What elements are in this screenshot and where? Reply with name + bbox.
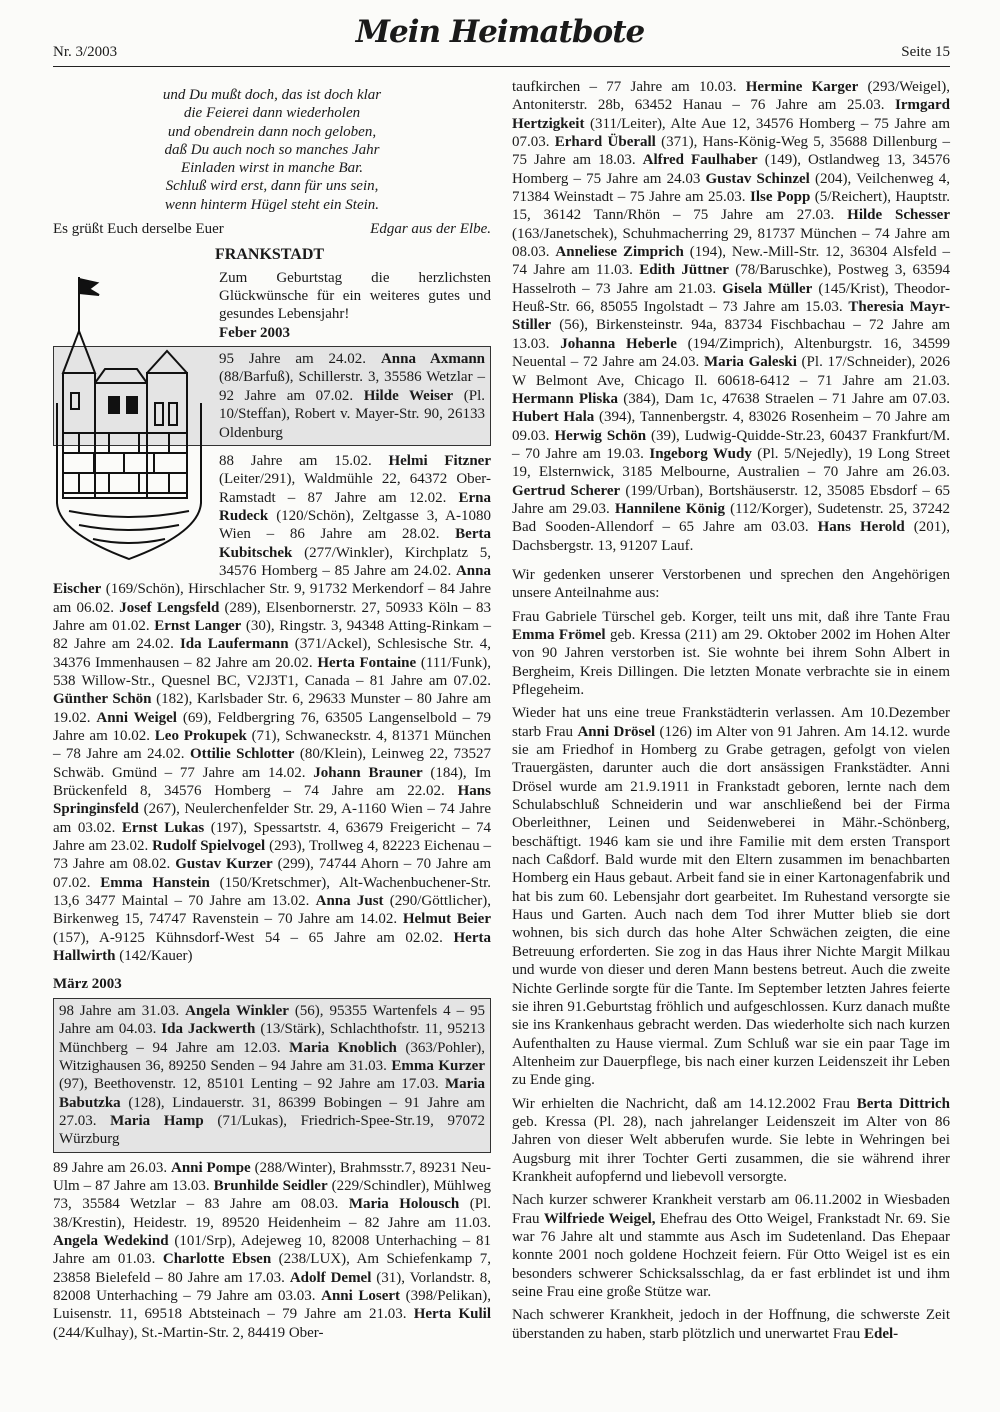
poem-line: die Feierei dann wiederholen: [183, 105, 361, 122]
person-name: Rudolf Spielvogel: [152, 838, 266, 855]
masthead-title: Mein Heimatbote: [355, 14, 645, 50]
month-mar-label: März 2003: [53, 976, 122, 993]
person-name: Anni Drösel: [577, 723, 656, 740]
signature: Edgar aus der Elbe.: [370, 221, 491, 238]
person-name: Ottilie Schlotter: [189, 746, 295, 763]
header-rule: [53, 66, 950, 67]
birthday-list-feb: 88 Jahre am 15.02. Helmi Fitzner (Leiter/291), Waldmühle 22, 64372 Ober-Ramstadt – 87 Jahre am 12.02. Erna Rudeck (120/Schön), Zeltgasse 3, A-1080 Wien – 86 Jahre am 28.02. Berta Kubitschek (277/Winkler), Kirchplatz 5, 34576 Homberg – 85 Jahre am 24.02. Anna Eischer (169/Schön), Hirschlacher Str. 9, 91732 Merkendorf – 84 Jahre am 06.02. Josef Lengsfeld (289), Elsenbornerstr. 27, 50933 Köln – 83 Jahre am 01.02. Ernst Langer (30), Ringstr. 3, 94348 Atting-Rinkam – 82 Jahre am 24.02. Ida Laufermann (371/Ackel), Schlesische Str. 4, 34376 Immenhausen – 82 Jahre am 20.02. Herta Fontaine (111/Funk), 538 Willow-Str., Quesnel BC, V2J3T1, Canada – 81 Jahre am 07.02. Günther Schön (182), Karlsbader Str. 6, 29633 Munster – 80 Jahre am 19.02. Anni Weigel (69), Feldbergring 76, 63505 Langenselbold – 79 Jahre am 10.02. Leo Prokupek (71), Schwaneckstr. 4, 81371 München – 78 Jahre am 24.02. Ottilie Schlotter (80/Klein), Leinweg 22, 73527 Schwäb. Gmünd – 77 Jahre am 14.02. Johann Brauner (184), Im Brückenfeld 8, 34576 Homberg – 74 Jahre am 22.02. Hans Springinsfeld (267), Neulerchenfelder Str. 29, A-1160 Wien – 74 Jahre am 03.02. Ernst Lukas (197), Spessartstr. 4, 63679 Freigericht – 74 Jahre am 23.02. Rudolf Spielvogel (293), Trollweg 4, 82223 Eichenau – 73 Jahre am 08.02. Gustav Kurzer (299), 74744 Ahorn – 70 Jahre am 07.02. Emma Hanstein (150/Kretschmer), Alt-Wachenbuchener-Str. 13,6 3477 Maintal – 70 Jahre am 13.02. Anna Just (290/Göttlicher), Birkenweg 15, 74747 Ravenstein – 70 Jahre am 14.02. Helmut Beier (157), A-9125 Kühnsdorf-West 54 – 65 Jahre am 02.02. Herta Hallwirth (142/Kauer): [53, 452, 492, 965]
person-name: Hilde Schesser: [847, 207, 950, 224]
person-name: Gustav Kurzer: [175, 856, 273, 873]
obituary-paragraph: Wieder hat uns eine treue Frankstädterin verlassen. Am 10.Dezember starb Frau Anni Drösel (126) im Alter von 91 Jahren. Am 14.12. wurde sie am Friedhof in Homberg zu Grabe getragen, gefolgt von vielen Trauergästen, darunter auch die dort ansässigen Frankstädter. Anni Drösel wurde am 21.9.1911 in Frankstadt geboren, lernte nach dem Schulabschluß Schneiderin und war anschließend bei der Firma Oberleithner, Leinen und Seidenweberei in Mähr.-Schönberg, beschäftigt. 1946 kam sie und ihre Familie mit dem ersten Transport nach Caßdorf. Bald wurde mit den Eltern zusammen im benachbarten Homberg ein Haus gebaut. Arbeit fand sie in einer Kartonagenfabrik und hat bis zum 60. Lebensjahr dort gearbeitet. Im Ruhestand versorgte sie Haus und Garten. Auch nach dem Tod ihrer Mutter blieb sie dort wohnen, bis sich durch das hohe Alter Schwächen zeigten, die eine Betreuung erforderten. Sie zog in das Haus ihrer Nichte Margit Milkau und wurde von dieser und deren Mann bestens betreut. Auch die zweite Nichte Gerlinde sorgte für die Tante. Im September letzten Jahres feierte sie ihren 91.Geburtstag fröhlich und aufgeschlossen. Kurz danach mußte sie ins Krankenhaus gebracht werden. Das wiederholte sich nach kurzen Aufenthalten zu Hause viermal. Zum Schluß war sie ein paar Tage im Altenheim zur Dauerpflege, bis nach einer kurzen Leidenszeit ihr Leben zu Ende ging.: [512, 705, 951, 1089]
person-name: Helmi Fitzner: [388, 452, 491, 469]
poem-line: Einladen wirst in manche Bar.: [180, 160, 364, 177]
person-name: Herta Hallwirth: [53, 929, 491, 965]
person-name: Emma Kurzer: [391, 1057, 485, 1074]
person-name: Hermann Pliska: [512, 390, 619, 407]
obituary-paragraph: Nach schwerer Krankheit, jedoch in der Hoffnung, die schwerste Zeit überstanden zu haben, starb plötzlich und unerwartet Frau Edel-: [512, 1307, 950, 1342]
month-feb-label: Feber 2003: [219, 324, 290, 341]
person-name: Edith Jüttner: [639, 262, 729, 279]
person-name: Ida Jackwerth: [161, 1021, 256, 1038]
birthday-list-mar: 89 Jahre am 26.03. Anni Pompe (288/Winter), Brahmsstr.7, 89231 Neu-Ulm – 87 Jahre am 13.03. Brunhilde Seidler (229/Schindler), Mühlweg 73, 35584 Wetzlar – 83 Jahre am 08.03. Maria Holousch (Pl. 38/Krestin), Heidestr. 19, 89520 Heidenheim – 82 Jahre am 11.03. Angela Wedekind (101/Srp), Adejeweg 10, 82008 Unterhaching – 81 Jahre am 01.03. Charlotte Ebsen (238/LUX), Am Schiefenkamp 7, 23858 Bielefeld – 80 Jahre am 17.03. Adolf Demel (31), Vorlandstr. 8, 82008 Unterhaching – 79 Jahre am 03.03. Anni Losert (398/Pelikan), Luisenstr. 11, 69518 Abtsteinach – 79 Jahre am 21.03. Herta Kulil (244/Kulhay), St.-Martin-Str. 2, 84419 Ober-: [53, 1159, 492, 1341]
poem-line: Schluß wird erst, dann für uns sein,: [165, 178, 379, 195]
right-column: [512, 78, 950, 1348]
section-title: FRANKSTADT: [215, 246, 325, 264]
person-name: Adolf Demel: [289, 1269, 372, 1286]
person-name: Edel-: [863, 1325, 899, 1342]
castle-emblem-icon: [49, 273, 209, 563]
person-name: Alfred Faulhaber: [642, 152, 758, 169]
person-name: Maria Holousch: [348, 1196, 460, 1213]
person-name: Maria Babutzka: [59, 1076, 485, 1111]
obituary-paragraph: Nach kurzer schwerer Krankheit verstarb am 06.11.2002 in Wiesbaden Frau Wilfriede Weigel, Ehefrau des Otto Weigel, Frankstadt Nr. 69. Sie war 76 Jahre alt und stammte aus Asch im Sudetenland. Das Ehepaar konnte 2001 noch goldene Hochzeit feiern. Für Otto Weigel ist es ein besonders schwerer Schicksalsschlag, da er fast erblindet ist und ihm seine Frau eine große Stütze war.: [512, 1192, 950, 1300]
person-name: Hilde Weiser: [363, 387, 454, 404]
person-name: Ida Laufermann: [179, 636, 289, 653]
person-name: Emma Frömel: [512, 626, 606, 643]
person-name: Maria Galeski: [703, 354, 797, 371]
person-name: Brunhilde Seidler: [213, 1177, 328, 1194]
birthday-list-mar-cont: taufkirchen – 77 Jahre am 10.03. Hermine Karger (293/Weigel), Antoniterstr. 28b, 63452 Hanau – 76 Jahre am 25.03. Irmgard Hertzigkeit (311/Leiter), Alte Aue 12, 34576 Homberg – 75 Jahre am 07.03. Erhard Überall (371), Hans-König-Weg 5, 35688 Dillenburg – 75 Jahre am 18.03. Alfred Faulhaber (149), Ostlandweg 13, 34576 Homberg – 75 Jahre am 24.03 Gustav Schinzel (204), Veilchenweg 4, 71384 Weinstadt – 75 Jahre am 25.03. Ilse Popp (5/Reichert), Hauptstr. 15, 36142 Tann/Rhön – 75 Jahre am 27.03. Hilde Schesser (163/Janetschek), Schuhmacherring 29, 81737 München – 74 Jahre am 08.03. Anneliese Zimprich (194), New.-Mill-Str. 12, 36304 Alsfeld – 74 Jahre am 11.03. Edith Jüttner (78/Baruschke), Postweg 3, 63594 Hasselroth – 73 Jahre am 21.03. Gisela Müller (145/Krist), Theodor-Heuß-Str. 66, 85055 Ingolstadt – 73 Jahre am 15.03. Theresia Mayr-Stiller (56), Birkensteinstr. 94a, 83734 Fischbachau – 72 Jahre am 13.03. Johanna Heberle (194/Zimprich), Altenburgstr. 16, 34599 Neuental – 72 Jahre am 24.03. Maria Galeski (Pl. 17/Schneider), 2026 W Belmont Ave, Chicago Il. 60618-6412 – 71 Jahre am 21.03. Hermann Pliska (384), Dam 1c, 47638 Straelen – 71 Jahre am 07.03. Hubert Hala (394), Tannenbergstr. 4, 83026 Rosenheim – 70 Jahre am 09.03. Herwig Schön (39), Ludwig-Quidde-Str.23, 60437 Frankfurt/M. – 70 Jahre am 19.03. Ingeborg Wudy (Pl. 5/Nejedly), 19 Long Street 19, Elsternwick, 3185 Melbourne, Australien – 70 Jahre am 26.03. Gertrud Scherer (199/Urban), Bortshäuserstr. 12, 35085 Ebsdorf – 65 Jahre am 29.03. Hannilene König (112/Korger), Sudetenstr. 25, 37242 Bad Sooden-Allendorf – 65 Jahre am 03.03. Hans Herold (201), Dachsbergstr. 13, 91207 Lauf.: [512, 79, 951, 554]
person-name: Helmut Beier: [402, 911, 491, 928]
person-name: Anna Axmann: [380, 351, 486, 368]
person-name: Wilfriede Weigel,: [543, 1210, 656, 1227]
person-name: Hans Herold: [817, 519, 905, 536]
person-name: Hubert Hala: [512, 409, 595, 426]
left-column: [53, 78, 491, 1342]
person-name: Erhard Überall: [554, 134, 656, 151]
person-name: Anneliese Zimprich: [555, 244, 684, 261]
castle-emblem: [49, 273, 213, 569]
person-name: Berta Kubitschek: [219, 526, 491, 561]
greeting: Es grüßt Euch derselbe Euer: [53, 221, 224, 238]
person-name: Herta Kulil: [413, 1306, 492, 1323]
person-name: Ernst Langer: [154, 617, 242, 634]
person-name: Maria Hamp: [110, 1112, 204, 1129]
obituary-paragraph: Frau Gabriele Türschel geb. Korger, teilt uns mit, daß ihre Tante Frau Emma Frömel geb. Kressa (211) am 29. Oktober 2002 im Hohen Alter von 90 Jahren verstorben ist. Sie wohnte bei ihrem Sohn Albert in Bergheim, Kreis Dillingen. Die letzten Monate verbrachte sie in einem Pflegeheim.: [512, 608, 950, 698]
person-name: Anni Weigel: [96, 709, 177, 726]
person-name: Herta Fontaine: [317, 654, 417, 671]
page-number: Seite 15: [901, 44, 950, 60]
person-name: Maria Knoblich: [289, 1039, 397, 1056]
person-name: Angela Winkler: [185, 1002, 289, 1019]
poem-line: daß Du auch noch so manches Jahr: [164, 141, 380, 158]
highlight-box-mar: 98 Jahre am 31.03. Angela Winkler (56), 95355 Wartenfels 4 – 95 Jahre am 04.03. Ida Jackwerth (13/Stärk), Schlachthofstr. 11, 95213 Münchberg – 94 Jahre am 12.03. Maria Knoblich (363/Pohler), Witzighausen 36, 89250 Senden – 94 Jahre am 31.03. Emma Kurzer (97), Beethovenstr. 12, 85101 Lenting – 92 Jahre am 17.03. Maria Babutzka (128), Lindauerstr. 31, 86399 Bobingen – 91 Jahre am 27.03. Maria Hamp (71/Lukas), Friedrich-Spee-Str.19, 97072 Würzburg: [53, 998, 491, 1153]
person-name: Emma Hanstein: [100, 874, 210, 891]
person-name: Johann Brauner: [313, 764, 423, 781]
obituary-intro: Wir gedenken unserer Verstorbenen und sprechen den Angehörigen unsere Anteilnahme aus:: [512, 566, 950, 602]
person-name: Erna Rudeck: [219, 489, 491, 524]
person-name: Irmgard Hertzigkeit: [512, 97, 950, 132]
person-name: Hermine Karger: [745, 79, 859, 95]
poem-line: und obendrein dann noch geloben,: [167, 123, 377, 140]
poem-line: und Du mußt doch, das ist doch klar: [162, 87, 382, 103]
highlight-box-feb: 95 Jahre am 24.02. Anna Axmann (88/Barfuß), Schillerstr. 3, 35586 Wetzlar – 92 Jahre am 07.02. Hilde Weiser (Pl. 10/Steffan), Robert v. Mayer-Str. 90, 26133 Oldenburg: [53, 346, 491, 446]
person-name: Ilse Popp: [749, 189, 811, 206]
person-name: Theresia Mayr-Stiller: [512, 299, 950, 334]
intro-text: Zum Geburtstag die herzlichsten Glückwünsche für ein weiteres gutes und gesundes Lebensjahr!: [219, 269, 491, 323]
person-name: Berta Dittrich: [856, 1095, 950, 1112]
poem-line: wenn hinterm Hügel steht ein Stein.: [164, 196, 380, 213]
person-name: Günther Schön: [53, 691, 152, 708]
person-name: Johanna Heberle: [560, 335, 677, 352]
person-name: Anni Losert: [321, 1287, 401, 1304]
person-name: Josef Lengsfeld: [119, 599, 220, 616]
person-name: Anna Just: [315, 893, 384, 910]
person-name: Ernst Lukas: [121, 819, 205, 836]
person-name: Herwig Schön: [554, 427, 647, 444]
issue-number: Nr. 3/2003: [53, 44, 118, 60]
person-name: Gisela Müller: [722, 280, 813, 297]
person-name: Anna Eischer: [53, 562, 491, 598]
person-name: Hannilene König: [614, 500, 725, 517]
obituary-paragraph: Wir erhielten die Nachricht, daß am 14.12.2002 Frau Berta Dittrich geb. Kressa (Pl. 28), nach jahrelanger Leidenszeit im Alter von 86 Jahren von dieser Welt abberufen wurde. Sie lebte in Wehringen bei Augsburg mit ihrer Tochter Gerti zusammen, die sie während ihrer Krankheit aufopfernd und liebevoll versorgte.: [512, 1095, 950, 1185]
person-name: Charlotte Ebsen: [162, 1251, 272, 1268]
person-name: Gertrud Scherer: [512, 482, 621, 499]
signoff: [53, 220, 491, 238]
person-name: Ingeborg Wudy: [649, 445, 752, 462]
person-name: Hans Springinsfeld: [53, 783, 491, 818]
person-name: Angela Wedekind: [53, 1232, 169, 1249]
person-name: Gustav Schinzel: [705, 170, 810, 187]
person-name: Anni Pompe: [170, 1159, 251, 1176]
poem: [53, 86, 491, 214]
person-name: Leo Prokupek: [154, 728, 247, 745]
